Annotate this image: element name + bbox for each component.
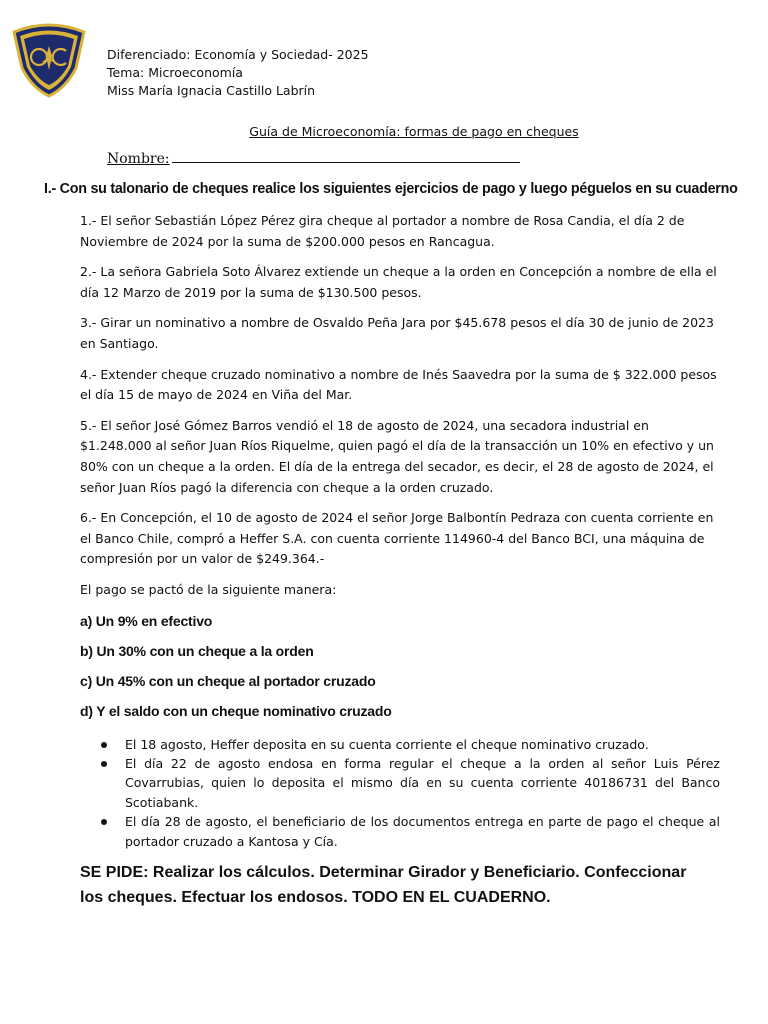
exercise-body	[80, 211, 720, 851]
payment-intro: El pago se pactó de la siguiente manera:	[80, 581, 337, 597]
bullet-icon	[101, 761, 107, 767]
guide-title: Guía de Microeconomía: formas de pago en cheques	[249, 124, 579, 139]
exercise-1: 1.- El señor Sebastián López Pérez gira cheque al portador a nombre de Rosa Candia, el día 2 de Noviembre de 2024 por la suma de $200.000 pesos en Rancagua.	[80, 213, 685, 249]
bullet-icon	[101, 819, 107, 825]
list-item	[80, 812, 720, 851]
payment-item-c: c) Un 45% con un cheque al portador cruzado	[80, 672, 376, 689]
exercise-5: 5.- El señor José Gómez Barros vendió el 18 de agosto de 2024, una secadora industrial en $1.248.000 al señor Juan Ríos Riquelme, quien pagó el día de la transacción un 10% en efectivo y un 80% con un cheque a la orden. El día de la entrega del secador, es decir, el 28 de agosto de 2024, el señor Juan Ríos pagó la diferencia con cheque a la orden cruzado.	[80, 417, 714, 495]
teacher-line: Miss María Ignacia Castillo Labrín	[107, 83, 316, 98]
payment-item-b: b) Un 30% con un cheque a la orden	[80, 642, 314, 659]
name-blank-line[interactable]	[172, 150, 520, 163]
exercise-2: 2.- La señora Gabriela Soto Álvarez extiende un cheque a la orden en Concepción a nombre de ella el día 12 Marzo de 2019 por la suma de $130.500 pesos.	[80, 264, 717, 300]
exercise-3: 3.- Girar un nominativo a nombre de Osvaldo Peña Jara por $45.678 pesos el día 30 de junio de 2023 en Santiago.	[80, 315, 714, 351]
subject-line: Diferenciado: Economía y Sociedad- 2025	[107, 47, 369, 62]
bullet-text: El día 22 de agosto endosa en forma regular el cheque a la orden al señor Luis Pérez Covarrubias, quien lo deposita el mismo día en su cuenta corriente 40186731 del Banco Scotiabank.	[125, 755, 720, 810]
event-bullet-list	[80, 735, 720, 851]
name-label: Nombre:	[107, 151, 170, 167]
name-field[interactable]	[107, 150, 520, 167]
school-crest-logo	[10, 22, 88, 98]
payment-item-a: a) Un 9% en efectivo	[80, 612, 213, 629]
exercise-6: 6.- En Concepción, el 10 de agosto de 2024 el señor Jorge Balbontín Pedraza con cuenta corriente en el Banco Chile, compró a Heffer S.A. con cuenta corriente 114960-4 del Banco BCI, una máquina de compresión por un valor de $249.364.-	[80, 510, 714, 567]
list-item	[80, 754, 720, 812]
se-pide-instructions: SE PIDE: Realizar los cálculos. Determinar Girador y Beneficiario. Confeccionar los cheques. Efectuar los endosos. TODO EN EL CUADERNO.	[80, 864, 687, 906]
bullet-text: El día 28 de agosto, el beneficiario de los documentos entrega en parte de pago el cheque al portador cruzado a Kantosa y Cía.	[125, 814, 720, 849]
section-heading: I.- Con su talonario de cheques realice los siguientes ejercicios de pago y luego péguelos en su cuaderno	[44, 181, 738, 197]
payment-item-d: d) Y el saldo con un cheque nominativo cruzado	[80, 702, 392, 719]
topic-line: Tema: Microeconomía	[107, 65, 243, 80]
document-header	[107, 46, 369, 100]
bullet-text: El 18 agosto, Heffer deposita en su cuenta corriente el cheque nominativo cruzado.	[125, 736, 649, 752]
exercise-4: 4.- Extender cheque cruzado nominativo a nombre de Inés Saavedra por la suma de $ 322.000 pesos el día 15 de mayo de 2024 en Viña del Mar.	[80, 366, 717, 403]
bullet-icon	[101, 742, 107, 748]
list-item	[80, 735, 720, 754]
